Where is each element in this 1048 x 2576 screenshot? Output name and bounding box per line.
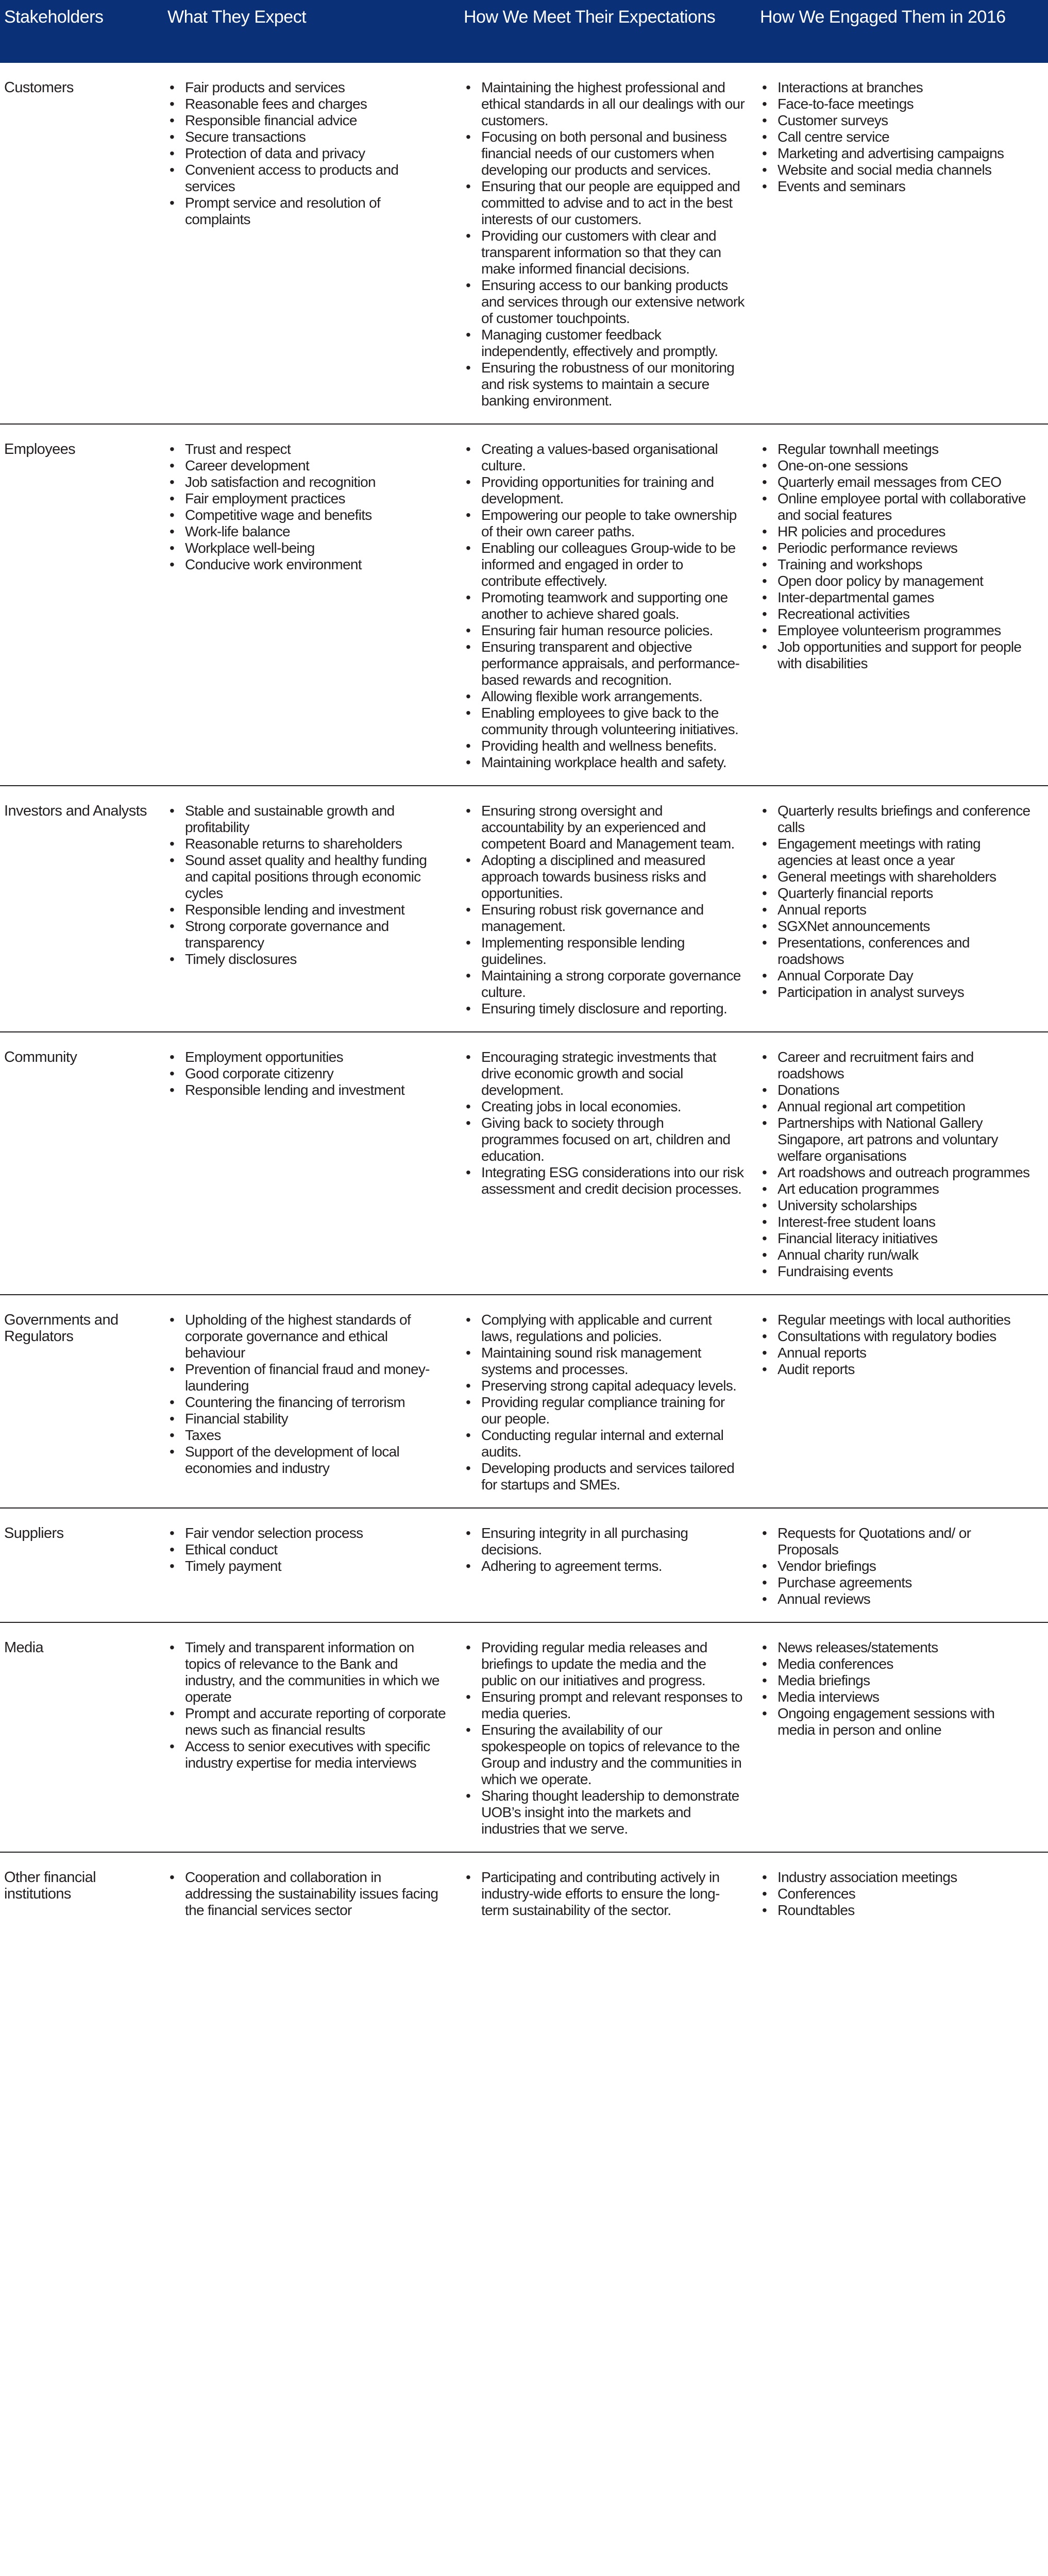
meet-item: • Developing products and services tailored for startups and SMEs.: [464, 1460, 745, 1493]
engagement-item: • Quarterly financial reports: [760, 885, 1033, 902]
expectation-item: • Timely payment: [167, 1558, 448, 1574]
meet-list: [464, 1312, 745, 1493]
expectation-list: [167, 1312, 448, 1477]
table-row: [0, 1508, 1048, 1622]
meet-item: • Empowering our people to take ownership of their own career paths.: [464, 507, 745, 540]
expectation-item: • Ethical conduct: [167, 1541, 448, 1558]
meet-item: • Providing opportunities for training and development.: [464, 474, 745, 507]
engagement-list: [760, 1525, 1033, 1607]
engagement-item: • Periodic performance reviews: [760, 540, 1033, 556]
engagement-item: • Customer surveys: [760, 112, 1033, 129]
engagement-item: • Inter-departmental games: [760, 589, 1033, 606]
engagement-item: • Conferences: [760, 1886, 1033, 1902]
stakeholder-name: Customers: [0, 63, 167, 424]
expectation-item: • Job satisfaction and recognition: [167, 474, 448, 490]
meet-list: [464, 79, 745, 409]
engagement-item: • Annual Corporate Day: [760, 968, 1033, 984]
engagement-list-cell: [760, 786, 1048, 1032]
engagement-item: • Audit reports: [760, 1361, 1033, 1378]
table-row: [0, 1032, 1048, 1295]
expectation-item: • Competitive wage and benefits: [167, 507, 448, 523]
expectation-list: [167, 1869, 448, 1919]
meet-list-cell: [464, 424, 760, 786]
meet-item: • Maintaining the highest professional and ethical standards in all our dealings with our customers.: [464, 79, 745, 129]
engagement-item: • Online employee portal with collaborative and social features: [760, 490, 1033, 523]
meet-item: • Creating a values-based organisational culture.: [464, 441, 745, 474]
stakeholder-name: Other financial institutions: [4, 1869, 96, 1902]
engagement-item: • University scholarships: [760, 1197, 1033, 1214]
meet-item: • Promoting teamwork and supporting one another to achieve shared goals.: [464, 589, 745, 622]
table-row: [0, 424, 1048, 786]
expectation-list-cell: [167, 1508, 464, 1622]
meet-item: • Ensuring integrity in all purchasing decisions.: [464, 1525, 745, 1558]
engagement-item: • One-on-one sessions: [760, 457, 1033, 474]
engagement-list: [760, 1049, 1033, 1280]
meet-item: • Participating and contributing actively in industry-wide efforts to ensure the long-term sustainability of the sector.: [464, 1869, 745, 1919]
meet-item: • Complying with applicable and current laws, regulations and policies.: [464, 1312, 745, 1345]
meet-item: • Adhering to agreement terms.: [464, 1558, 745, 1574]
meet-item: • Ensuring the robustness of our monitoring and risk systems to maintain a secure banking environment.: [464, 360, 745, 409]
engagement-list-cell: [760, 1032, 1048, 1295]
engagement-item: • Career and recruitment fairs and roadshows: [760, 1049, 1033, 1082]
stakeholder-name: Suppliers: [0, 1508, 167, 1622]
meet-list: [464, 441, 745, 771]
meet-item: • Providing regular compliance training for our people.: [464, 1394, 745, 1427]
expectation-list: [167, 79, 448, 228]
stakeholder-name: Governments and Regulators: [0, 1295, 167, 1508]
meet-list-cell: [464, 1508, 760, 1622]
stakeholder-name: Employees: [0, 424, 167, 786]
meet-item: • Maintaining sound risk management systems and processes.: [464, 1345, 745, 1378]
table-header: [0, 0, 1048, 63]
expectation-item: • Responsible lending and investment: [167, 1082, 448, 1098]
engagement-item: • Participation in analyst surveys: [760, 984, 1033, 1001]
engagement-item: • Purchase agreements: [760, 1574, 1033, 1591]
header-how-we-engaged: How We Engaged Them in 2016: [760, 7, 1006, 27]
engagement-list: [760, 1869, 1033, 1919]
meet-item: • Maintaining a strong corporate governance culture.: [464, 968, 745, 1001]
engagement-item: • Employee volunteerism programmes: [760, 622, 1033, 639]
engagement-item: • HR policies and procedures: [760, 523, 1033, 540]
meet-list-cell: [464, 63, 760, 424]
engagement-item: • General meetings with shareholders: [760, 869, 1033, 885]
engagement-list: [760, 79, 1033, 195]
engagement-item: • Media conferences: [760, 1656, 1033, 1672]
engagement-list-cell: [760, 63, 1048, 424]
engagement-item: • Website and social media channels: [760, 162, 1033, 178]
engagement-item: • Partnerships with National Gallery Singapore, art patrons and voluntary welfare organisations: [760, 1115, 1033, 1164]
engagement-item: • Engagement meetings with rating agencies at least once a year: [760, 836, 1033, 869]
engagement-item: • Presentations, conferences and roadshows: [760, 935, 1033, 968]
stakeholder-name: Investors and Analysts: [0, 786, 167, 1032]
expectation-list: [167, 1525, 448, 1574]
expectation-item: • Timely and transparent information on topics of relevance to the Bank and industry, and the communities in which we operate: [167, 1639, 448, 1705]
expectation-item: • Good corporate citizenry: [167, 1065, 448, 1082]
engagement-list-cell: [760, 1508, 1048, 1622]
engagement-item: • Marketing and advertising campaigns: [760, 145, 1033, 162]
engagement-list: [760, 803, 1033, 1001]
engagement-item: • SGXNet announcements: [760, 918, 1033, 935]
meet-item: • Focusing on both personal and business financial needs of our customers when developing our products and services.: [464, 129, 745, 178]
expectation-item: • Taxes: [167, 1427, 448, 1444]
engagement-item: • Regular townhall meetings: [760, 441, 1033, 457]
meet-item: • Managing customer feedback independently, effectively and promptly.: [464, 327, 745, 360]
engagement-item: • Annual reports: [760, 1345, 1033, 1361]
expectation-list: [167, 441, 448, 573]
expectation-item: • Responsible financial advice: [167, 112, 448, 129]
expectation-item: • Countering the financing of terrorism: [167, 1394, 448, 1411]
meet-list-cell: [464, 1622, 760, 1852]
expectation-item: • Access to senior executives with specific industry expertise for media interviews: [167, 1738, 448, 1771]
stakeholder-table: [0, 63, 1048, 1933]
engagement-list: [760, 441, 1033, 672]
meet-item: • Providing our customers with clear and transparent information so that they can make informed financial decisions.: [464, 228, 745, 277]
expectation-item: • Stable and sustainable growth and profitability: [167, 803, 448, 836]
meet-item: • Ensuring access to our banking products and services through our extensive network of customer touchpoints.: [464, 277, 745, 327]
expectation-item: • Upholding of the highest standards of corporate governance and ethical behaviour: [167, 1312, 448, 1361]
expectation-list: [167, 1049, 448, 1098]
engagement-list-cell: [760, 424, 1048, 786]
engagement-item: • Call centre service: [760, 129, 1033, 145]
meet-item: • Ensuring prompt and relevant responses to media queries.: [464, 1689, 745, 1722]
meet-item: • Ensuring strong oversight and accountability by an experienced and competent Board and Management team.: [464, 803, 745, 852]
engagement-item: • Financial literacy initiatives: [760, 1230, 1033, 1247]
meet-item: • Providing regular media releases and briefings to update the media and the public on our initiatives and progress.: [464, 1639, 745, 1689]
expectation-list: [167, 803, 448, 968]
expectation-item: • Support of the development of local economies and industry: [167, 1444, 448, 1477]
engagement-item: • Consultations with regulatory bodies: [760, 1328, 1033, 1345]
engagement-item: • Vendor briefings: [760, 1558, 1033, 1574]
engagement-item: • Annual regional art competition: [760, 1098, 1033, 1115]
meet-list: [464, 1869, 745, 1919]
engagement-list-cell: [760, 1295, 1048, 1508]
engagement-item: • Quarterly results briefings and conference calls: [760, 803, 1033, 836]
expectation-item: • Strong corporate governance and transparency: [167, 918, 448, 951]
engagement-item: • Annual reviews: [760, 1591, 1033, 1607]
expectation-item: • Fair products and services: [167, 79, 448, 96]
engagement-item: • Ongoing engagement sessions with media in person and online: [760, 1705, 1033, 1738]
meet-list: [464, 1639, 745, 1837]
expectation-list-cell: [167, 1295, 464, 1508]
engagement-item: • News releases/statements: [760, 1639, 1033, 1656]
expectation-item: • Prompt service and resolution of complaints: [167, 195, 448, 228]
engagement-list: [760, 1639, 1033, 1738]
engagement-item: • Job opportunities and support for people with disabilities: [760, 639, 1033, 672]
engagement-item: • Interactions at branches: [760, 79, 1033, 96]
expectation-item: • Prompt and accurate reporting of corporate news such as financial results: [167, 1705, 448, 1738]
expectation-item: • Cooperation and collaboration in addressing the sustainability issues facing the financial services sector: [167, 1869, 448, 1919]
meet-item: • Ensuring transparent and objective performance appraisals, and performance-based rewards and recognition.: [464, 639, 745, 688]
engagement-list: [760, 1312, 1033, 1378]
meet-item: • Ensuring that our people are equipped and committed to advise and to act in the best interests of our customers.: [464, 178, 745, 228]
header-what-they-expect: What They Expect: [167, 7, 307, 27]
engagement-item: • Donations: [760, 1082, 1033, 1098]
meet-item: • Providing health and wellness benefits.: [464, 738, 745, 754]
expectation-item: • Reasonable fees and charges: [167, 96, 448, 112]
meet-list-cell: [464, 1295, 760, 1508]
engagement-item: • Media interviews: [760, 1689, 1033, 1705]
engagement-item: • Events and seminars: [760, 178, 1033, 195]
meet-item: • Conducting regular internal and external audits.: [464, 1427, 745, 1460]
expectation-item: • Responsible lending and investment: [167, 902, 448, 918]
expectation-item: • Fair vendor selection process: [167, 1525, 448, 1541]
expectation-item: • Trust and respect: [167, 441, 448, 457]
table-row: [0, 1852, 1048, 1933]
expectation-item: • Career development: [167, 457, 448, 474]
expectation-item: • Conducive work environment: [167, 556, 448, 573]
table-row: [0, 1295, 1048, 1508]
meet-item: • Ensuring fair human resource policies.: [464, 622, 745, 639]
engagement-item: • Interest-free student loans: [760, 1214, 1033, 1230]
expectation-item: • Secure transactions: [167, 129, 448, 145]
engagement-item: • Industry association meetings: [760, 1869, 1033, 1886]
meet-item: • Sharing thought leadership to demonstrate UOB’s insight into the markets and industries that we serve.: [464, 1788, 745, 1837]
expectation-item: • Financial stability: [167, 1411, 448, 1427]
engagement-item: • Requests for Quotations and/ or Proposals: [760, 1525, 1033, 1558]
engagement-item: • Open door policy by management: [760, 573, 1033, 589]
meet-item: • Ensuring timely disclosure and reporting.: [464, 1001, 745, 1017]
meet-item: • Integrating ESG considerations into our risk assessment and credit decision processes.: [464, 1164, 745, 1197]
expectation-item: • Employment opportunities: [167, 1049, 448, 1065]
meet-item: • Ensuring robust risk governance and management.: [464, 902, 745, 935]
expectation-list-cell: [167, 1032, 464, 1295]
meet-item: • Maintaining workplace health and safety.: [464, 754, 745, 771]
meet-item: • Allowing flexible work arrangements.: [464, 688, 745, 705]
engagement-item: • Fundraising events: [760, 1263, 1033, 1280]
expectation-list-cell: [167, 424, 464, 786]
engagement-item: • Art roadshows and outreach programmes: [760, 1164, 1033, 1181]
meet-item: • Enabling employees to give back to the community through volunteering initiatives.: [464, 705, 745, 738]
meet-item: • Enabling our colleagues Group-wide to be informed and engaged in order to contribute effectively.: [464, 540, 745, 589]
meet-list-cell: [464, 1032, 760, 1295]
expectation-item: • Convenient access to products and services: [167, 162, 448, 195]
expectation-list: [167, 1639, 448, 1771]
expectation-list-cell: [167, 1622, 464, 1852]
expectation-list-cell: [167, 1852, 464, 1933]
stakeholder-name: Community: [0, 1032, 167, 1295]
engagement-item: • Annual charity run/walk: [760, 1247, 1033, 1263]
meet-item: • Implementing responsible lending guidelines.: [464, 935, 745, 968]
table-row: [0, 63, 1048, 424]
expectation-item: • Timely disclosures: [167, 951, 448, 968]
meet-list-cell: [464, 1852, 760, 1933]
header-how-we-meet: How We Meet Their Expectations: [464, 7, 716, 27]
meet-item: • Creating jobs in local economies.: [464, 1098, 745, 1115]
engagement-list-cell: [760, 1852, 1048, 1933]
meet-item: • Giving back to society through programmes focused on art, children and education.: [464, 1115, 745, 1164]
engagement-item: • Regular meetings with local authorities: [760, 1312, 1033, 1328]
engagement-item: • Roundtables: [760, 1902, 1033, 1919]
table-row: [0, 1622, 1048, 1852]
meet-item: • Encouraging strategic investments that drive economic growth and social development.: [464, 1049, 745, 1098]
expectation-item: • Reasonable returns to shareholders: [167, 836, 448, 852]
expectation-item: • Fair employment practices: [167, 490, 448, 507]
expectation-list-cell: [167, 63, 464, 424]
expectation-item: • Sound asset quality and healthy funding and capital positions through economic cycles: [167, 852, 448, 902]
engagement-item: • Quarterly email messages from CEO: [760, 474, 1033, 490]
meet-list: [464, 1049, 745, 1197]
meet-list-cell: [464, 786, 760, 1032]
meet-item: • Adopting a disciplined and measured approach towards business risks and opportunities.: [464, 852, 745, 902]
engagement-item: • Art education programmes: [760, 1181, 1033, 1197]
engagement-item: • Training and workshops: [760, 556, 1033, 573]
meet-item: • Ensuring the availability of our spokespeople on topics of relevance to the Group and industry and the communities in which we operate.: [464, 1722, 745, 1788]
engagement-item: • Face-to-face meetings: [760, 96, 1033, 112]
engagement-list-cell: [760, 1622, 1048, 1852]
header-stakeholders: Stakeholders: [4, 7, 104, 27]
engagement-item: • Media briefings: [760, 1672, 1033, 1689]
meet-list: [464, 1525, 745, 1574]
meet-item: • Preserving strong capital adequacy levels.: [464, 1378, 745, 1394]
stakeholder-name: Media: [0, 1622, 167, 1852]
expectation-item: • Workplace well-being: [167, 540, 448, 556]
table-row: [0, 786, 1048, 1032]
engagement-item: • Annual reports: [760, 902, 1033, 918]
engagement-item: • Recreational activities: [760, 606, 1033, 622]
expectation-item: • Prevention of financial fraud and money-laundering: [167, 1361, 448, 1394]
table-body: [0, 63, 1048, 1933]
expectation-list-cell: [167, 786, 464, 1032]
expectation-item: • Protection of data and privacy: [167, 145, 448, 162]
meet-list: [464, 803, 745, 1017]
expectation-item: • Work-life balance: [167, 523, 448, 540]
